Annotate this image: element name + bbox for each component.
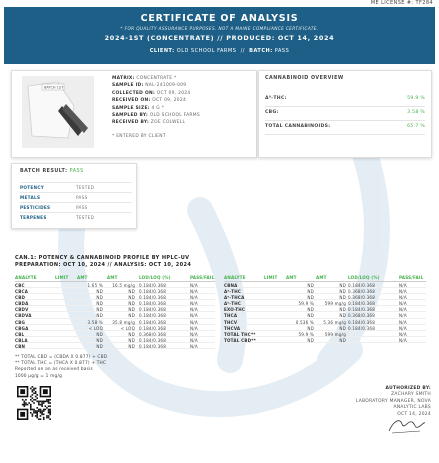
column-header: LIMIT <box>264 275 278 280</box>
table-cell: ND <box>96 331 103 337</box>
table-cell: 599 mg/g <box>324 331 346 337</box>
potency-section-title: CAN.1: POTENCY & CANNABINOID PROFILE BY HPLC-UV PREPARATION: OCT 10, 2024 // ANALYSIS: OCT 10, 2024 <box>15 255 192 268</box>
table-cell: 0.184/0.368 <box>348 283 376 288</box>
table-cell: ND <box>307 283 314 288</box>
column-header: AMT <box>286 275 297 280</box>
table-cell: CBG <box>15 319 26 325</box>
batch-result-title: BATCH RESULT: PASS <box>20 169 84 174</box>
batch-row: POTENCY TESTED <box>20 182 132 192</box>
table-cell: ND <box>96 295 103 301</box>
table-cell: ND <box>128 307 135 313</box>
table-cell: 0.368/0.368 <box>348 289 376 295</box>
table-cell: ND <box>128 313 135 319</box>
column-header: LOD/LOQ (%) <box>348 275 380 280</box>
table-cell: < LOQ <box>88 325 103 331</box>
client-name: OLD SCHOOL FARMS <box>176 48 237 54</box>
table-cell: ND <box>339 289 346 295</box>
table-cell: ND <box>128 301 135 307</box>
column-header: AMT <box>77 275 88 280</box>
table-cell: ND <box>96 313 103 319</box>
table-cell: N/A <box>399 313 407 319</box>
table-cell: ND <box>128 337 135 343</box>
table-cell: 0.184/0.368 <box>139 337 167 343</box>
potency-table-right <box>224 274 426 343</box>
table-cell: N/A <box>399 325 407 331</box>
table-cell: 0.184/0.368 <box>139 343 167 349</box>
table-cell: 0.184/0.368 <box>139 295 167 301</box>
disclaimer: * FOR QUALITY ASSURANCE PURPOSES. NOT A MAINE COMPLIANCE CERTIFICATE. <box>120 26 319 31</box>
table-cell: TOTAL THC** <box>224 331 256 337</box>
batch-row: METALS PASS <box>20 192 132 202</box>
column-header: PASS/FAIL <box>399 275 424 280</box>
table-cell: ND <box>339 325 346 331</box>
table-cell: ND <box>128 295 135 301</box>
table-cell: 0.184/0.368 <box>139 301 167 307</box>
sample-card <box>11 70 257 158</box>
overview-title: CANNABINOID OVERVIEW <box>265 76 344 81</box>
table-cell: CBCA <box>15 289 29 295</box>
signature <box>386 414 426 436</box>
table-cell: N/A <box>399 301 407 307</box>
table-cell: 0.536 % <box>295 319 314 325</box>
table-cell: N/A <box>399 319 407 325</box>
column-header: AMT <box>107 275 118 280</box>
table-cell: CBD <box>15 295 26 301</box>
table-cell: N/A <box>399 295 407 301</box>
table-row <box>224 337 426 343</box>
table-cell: 0.184/0.368 <box>348 319 376 325</box>
table-cell: ND <box>96 301 103 307</box>
table-cell: 3.58 % <box>87 319 103 325</box>
table-cell: 0.184/0.368 <box>348 307 376 313</box>
calculation-notes: ** TOTAL CBD = (CBDA X 0.877) + CBD ** TOTAL THC = (THCA X 0.877) + THC Reported on an as received basis 1000 μg/g = 1 mg/g <box>15 355 108 379</box>
table-cell: < LOQ <box>120 325 135 331</box>
table-cell: N/A <box>190 283 198 288</box>
table-cell: ND <box>339 295 346 301</box>
table-cell: 0.184/0.368 <box>139 319 167 325</box>
page-title: CERTIFICATE OF ANALYSIS <box>140 13 299 24</box>
table-cell: 0.184/0.368 <box>139 325 167 331</box>
table-cell: ND <box>307 337 314 343</box>
table-cell: TOTAL CBD** <box>224 337 256 343</box>
table-cell: CBLA <box>15 337 28 343</box>
cannabinoid-overview <box>258 70 432 158</box>
column-header: LIMIT <box>55 275 69 280</box>
overview-row: TOTAL CANNABINOIDS: 65.7 % <box>265 124 425 135</box>
table-cell: 0.184/0.368 <box>139 283 167 288</box>
column-header: ANALYTE <box>15 275 37 280</box>
table-cell: N/A <box>399 289 407 295</box>
table-cell: 35.8 mg/g <box>112 319 135 325</box>
table-cell: 0.184/0.368 <box>139 307 167 313</box>
table-cell: ND <box>128 331 135 337</box>
table-cell: EXO-THC <box>224 307 246 313</box>
table-cell: 16.5 mg/g <box>112 283 135 288</box>
table-cell: CBDV <box>15 307 29 313</box>
table-cell: 0.184/0.368 <box>348 325 376 331</box>
table-cell: ND <box>339 283 346 288</box>
table-cell: N/A <box>190 325 198 331</box>
table-cell: Δ⁹-THC <box>224 301 242 307</box>
batch-line: 2024-1ST (CONCENTRATE) // PRODUCED: OCT 14, 2024 <box>104 34 335 42</box>
table-cell: THCVA <box>224 325 241 331</box>
table-cell: ND <box>339 337 346 343</box>
table-cell: CBDVA <box>15 313 32 319</box>
table-cell: N/A <box>190 319 198 325</box>
table-cell: CBC <box>15 283 25 288</box>
table-cell: ND <box>307 307 314 313</box>
table-header <box>224 274 426 282</box>
table-cell: CBGA <box>15 325 29 331</box>
table-cell: 5.36 mg/g <box>323 319 346 325</box>
potency-table-left <box>15 274 215 349</box>
entered-by-note: * ENTERED BY CLIENT <box>112 133 166 139</box>
sample-info: MATRIX: CONCENTRATE * SAMPLE ID: NAL-241009-009 COLLECTED ON: OCT 09, 2024 RECEIVED ON: OCT 09, 2024 SAMPLE SIZE: 4 G * SAMPLED BY: OLD SCHOOL FARMS RECEIVED BY: ZOE COLWELL * ENTERED BY CLIENT <box>112 76 200 139</box>
table-cell: N/A <box>190 307 198 313</box>
table-cell: Δ⁸-THC <box>224 289 242 295</box>
table-cell: ND <box>128 289 135 295</box>
column-header: PASS/FAIL <box>190 275 215 280</box>
batch-label: BATCH: <box>249 48 273 54</box>
photo-label: BATCH 1ST <box>44 85 64 90</box>
sample-photo <box>22 76 94 148</box>
table-cell: ND <box>307 289 314 295</box>
table-cell: N/A <box>190 313 198 319</box>
batch-row: TERPENES TESTED <box>20 212 132 222</box>
table-cell: 59.9 % <box>298 301 314 307</box>
table-cell: 0.368/0.368 <box>348 295 376 301</box>
batch-result-card <box>11 163 137 229</box>
batch-status: PASS <box>274 48 290 54</box>
table-cell: ND <box>307 313 314 319</box>
table-cell: 0.184/0.368 <box>348 301 376 307</box>
table-cell: 59.9 % <box>298 331 314 337</box>
batch-row: PESTICIDES PASS <box>20 202 132 212</box>
qr-code[interactable] <box>17 386 51 420</box>
overview-row: CBG: 3.58 % <box>265 110 425 121</box>
table-cell: 1.65 % <box>87 283 103 288</box>
table-row <box>15 343 215 349</box>
table-cell: THCA <box>224 313 238 319</box>
table-cell: ND <box>96 289 103 295</box>
client-line: CLIENT: OLD SCHOOL FARMS // BATCH: PASS <box>149 48 290 54</box>
table-cell: 0.368/0.368 <box>139 331 167 337</box>
table-header <box>15 274 215 282</box>
table-cell: ND <box>96 307 103 313</box>
table-cell: ND <box>128 343 135 349</box>
table-cell: 0.368/0.368 <box>348 313 376 319</box>
authorization-block: AUTHORIZED BY: ZACHARY SMITH LABORATORY MANAGER, NOVA ANALYTIC LABS OCT 14, 2024 <box>355 386 431 417</box>
table-cell: ND <box>96 343 103 349</box>
client-label: CLIENT: <box>149 48 175 54</box>
table-cell: N/A <box>190 331 198 337</box>
table-cell: N/A <box>190 301 198 307</box>
table-cell: CBNA <box>224 283 238 288</box>
table-cell: N/A <box>190 337 198 343</box>
table-cell: 599 mg/g <box>324 301 346 307</box>
table-cell: CBL <box>15 331 25 337</box>
column-header: LOD/LOQ (%) <box>139 275 171 280</box>
table-cell: 0.184/0.368 <box>139 313 167 319</box>
table-cell: 0.184/0.368 <box>139 289 167 295</box>
table-cell: N/A <box>399 331 407 337</box>
overview-row: Δ⁹-THC: 59.9 % <box>265 96 425 107</box>
table-cell: ND <box>339 307 346 313</box>
column-header: AMT <box>316 275 327 280</box>
table-cell: N/A <box>399 337 407 343</box>
table-cell: N/A <box>399 307 407 313</box>
table-cell: ND <box>307 295 314 301</box>
table-cell: Δ⁹-THCA <box>224 295 245 301</box>
table-cell: CBDA <box>15 301 29 307</box>
header-banner <box>4 7 435 64</box>
table-cell: CBN <box>15 343 26 349</box>
table-cell: N/A <box>190 343 198 349</box>
table-cell: ND <box>307 325 314 331</box>
table-cell: N/A <box>190 295 198 301</box>
license-number: ME LICENSE #: TF284 <box>370 0 433 6</box>
table-cell: N/A <box>399 283 407 288</box>
table-cell: ND <box>339 313 346 319</box>
column-header: ANALYTE <box>224 275 246 280</box>
table-cell: ND <box>96 337 103 343</box>
table-cell: THCV <box>224 319 238 325</box>
table-cell: N/A <box>190 289 198 295</box>
